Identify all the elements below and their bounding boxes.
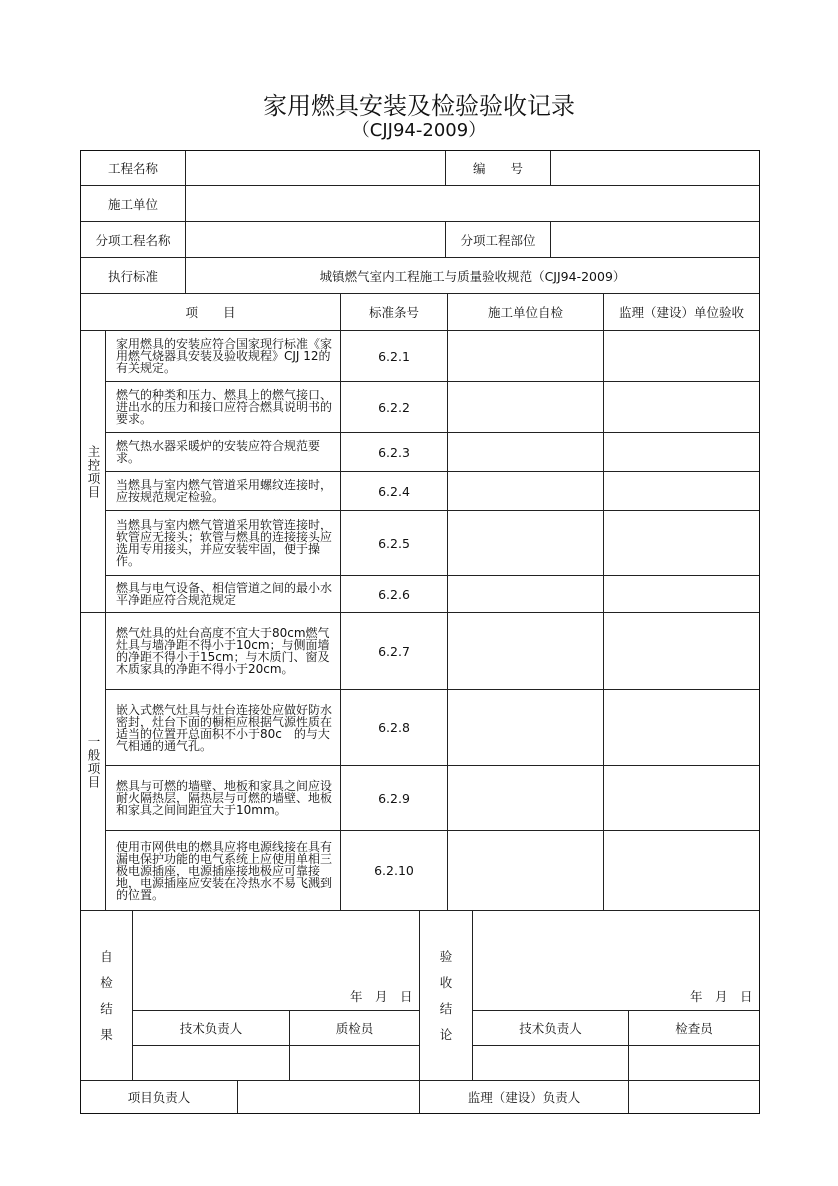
number-label: 编 号	[445, 150, 551, 186]
item-self-check-field[interactable]	[447, 432, 604, 472]
item-self-check-field[interactable]	[447, 471, 604, 511]
self-result-char: 结	[100, 1000, 113, 1016]
item-clause: 6.2.6	[340, 575, 448, 613]
subproject-name-label: 分项工程名称	[80, 221, 186, 258]
standard-value: 城镇燃气室内工程施工与质量验收规范（CJJ94-2009）	[185, 257, 760, 294]
item-description: 燃具与可燃的墙壁、地板和家具之间应设耐火隔热层，隔热层与可燃的墙壁、地板和家具之间间距宜大于10mm。	[105, 765, 341, 831]
item-supervision-field[interactable]	[603, 765, 760, 831]
number-field[interactable]	[550, 150, 760, 186]
group-general-text: 一般项目	[86, 734, 101, 789]
supervisor-signature[interactable]	[628, 1080, 760, 1114]
self-result-date: 年 月 日	[350, 989, 413, 1004]
inspector-label: 检查员	[628, 1010, 760, 1046]
item-clause: 6.2.4	[340, 471, 448, 511]
acceptance-char: 结	[439, 1000, 453, 1016]
acceptance-date: 年 月 日	[690, 989, 753, 1004]
construction-unit-field[interactable]	[185, 185, 760, 222]
item-self-check-field[interactable]	[447, 612, 604, 690]
project-name-label: 工程名称	[80, 150, 186, 186]
item-clause: 6.2.10	[340, 830, 448, 911]
item-supervision-field[interactable]	[603, 432, 760, 472]
item-description: 当燃具与室内燃气管道采用螺纹连接时，应按规范规定检验。	[105, 471, 341, 511]
project-manager-signature[interactable]	[237, 1080, 420, 1114]
item-self-check-field[interactable]	[447, 510, 604, 576]
item-supervision-field[interactable]	[603, 471, 760, 511]
quality-inspector-label: 质检员	[289, 1010, 420, 1046]
acceptance-label	[419, 910, 473, 1081]
item-clause: 6.2.2	[340, 381, 448, 433]
item-description: 当燃具与室内燃气管道采用软管连接时，软管应无接头；软管与燃具的连接接头应选用专用接头，并应安装牢固，便于操作。	[105, 510, 341, 576]
acceptance-char: 论	[439, 1026, 453, 1042]
item-supervision-field[interactable]	[603, 575, 760, 613]
item-description: 燃气热水器采暖炉的安装应符合规范要求。	[105, 432, 341, 472]
item-supervision-field[interactable]	[603, 689, 760, 766]
item-self-check-field[interactable]	[447, 330, 604, 382]
item-clause: 6.2.5	[340, 510, 448, 576]
item-clause: 6.2.9	[340, 765, 448, 831]
item-clause: 6.2.7	[340, 612, 448, 690]
page-title: 家用燃具安装及检验验收记录	[263, 92, 575, 120]
project-name-field[interactable]	[185, 150, 446, 186]
item-description: 使用市网供电的燃具应将电源线接在具有漏电保护功能的电气系统上应使用单相三极电源插座，电源插座接地极应可靠接地，电源插座应安装在冷热水不易飞溅到的位置。	[105, 830, 341, 911]
item-supervision-field[interactable]	[603, 612, 760, 690]
group-general-label	[80, 612, 106, 911]
column-self-check: 施工单位自检	[447, 293, 604, 331]
item-clause: 6.2.3	[340, 432, 448, 472]
column-clause: 标准条号	[340, 293, 448, 331]
item-supervision-field[interactable]	[603, 330, 760, 382]
subproject-name-field[interactable]	[185, 221, 446, 258]
item-supervision-field[interactable]	[603, 510, 760, 576]
acceptance-tech-lead-label: 技术负责人	[472, 1010, 629, 1046]
item-supervision-field[interactable]	[603, 830, 760, 911]
subproject-part-label: 分项工程部位	[445, 221, 551, 258]
group-main-label	[80, 330, 106, 613]
column-supervision: 监理（建设）单位验收	[603, 293, 760, 331]
acceptance-char: 验	[439, 948, 453, 964]
item-self-check-field[interactable]	[447, 765, 604, 831]
acceptance-tech-lead-signature[interactable]	[472, 1045, 629, 1081]
inspector-signature[interactable]	[628, 1045, 760, 1081]
self-result-char: 自	[100, 948, 113, 964]
item-clause: 6.2.8	[340, 689, 448, 766]
item-supervision-field[interactable]	[603, 381, 760, 433]
page-subtitle: （CJJ94-2009）	[351, 120, 487, 141]
item-description: 燃气的种类和压力、燃具上的燃气接口、进出水的压力和接口应符合燃具说明书的要求。	[105, 381, 341, 433]
item-description: 燃气灶具的灶台高度不宜大于80cm燃气灶具与墙净距不得小于10cm；与侧面墙的净距不得小于15cm；与木质门、窗及木质家具的净距不得小于20cm。	[105, 612, 341, 690]
tech-lead-label: 技术负责人	[132, 1010, 290, 1046]
item-description: 燃具与电气设备、相信管道之间的最小水平净距应符合规范规定	[105, 575, 341, 613]
project-manager-label: 项目负责人	[80, 1080, 238, 1114]
item-self-check-field[interactable]	[447, 689, 604, 766]
self-result-label	[80, 910, 133, 1081]
supervisor-label: 监理（建设）负责人	[419, 1080, 629, 1114]
self-result-char: 检	[100, 974, 113, 990]
item-self-check-field[interactable]	[447, 830, 604, 911]
item-self-check-field[interactable]	[447, 381, 604, 433]
subproject-part-field[interactable]	[550, 221, 760, 258]
item-self-check-field[interactable]	[447, 575, 604, 613]
item-clause: 6.2.1	[340, 330, 448, 382]
self-result-char: 果	[100, 1026, 113, 1042]
item-description: 嵌入式燃气灶具与灶台连接处应做好防水密封，灶台下面的橱柜应根据气源性质在适当的位置开总面积不小于80c 的与大气相通的通气孔。	[105, 689, 341, 766]
quality-inspector-signature[interactable]	[289, 1045, 420, 1081]
standard-label: 执行标准	[80, 257, 186, 294]
construction-unit-label: 施工单位	[80, 185, 186, 222]
column-item: 项 目	[80, 293, 341, 331]
tech-lead-signature[interactable]	[132, 1045, 290, 1081]
item-description: 家用燃具的安装应符合国家现行标准《家用燃气烧器具安装及验收规程》CJJ 12的有关规定。	[105, 330, 341, 382]
group-main-text: 主控项目	[86, 444, 101, 499]
acceptance-char: 收	[439, 974, 453, 990]
